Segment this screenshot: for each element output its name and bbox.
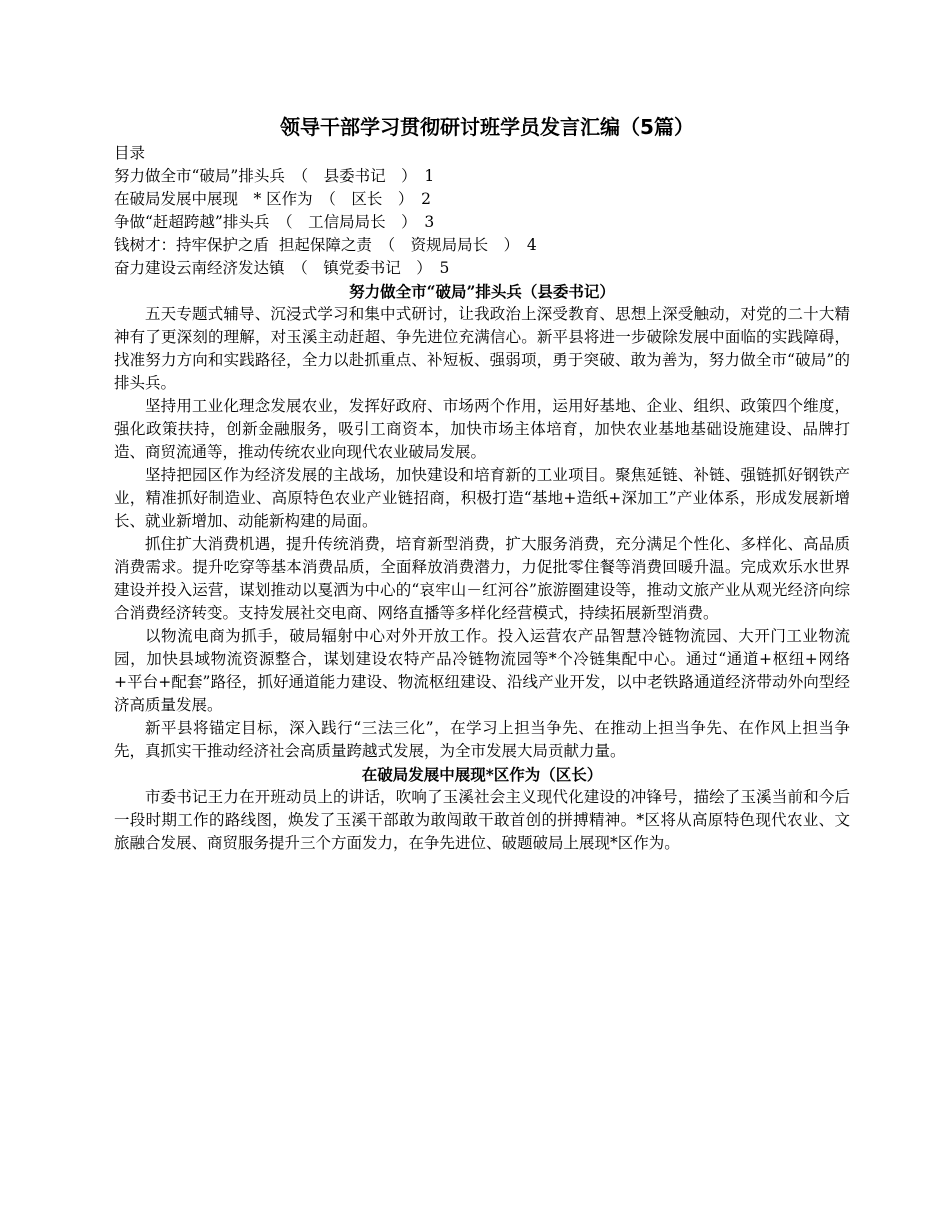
toc-item: 钱树才：持牢保护之盾 担起保障之责 （ 资规局局长 ） 4 (114, 236, 537, 254)
section-1 (114, 280, 850, 763)
toc-item: 在破局发展中展现 * 区作为 （ 区长 ） 2 (114, 190, 432, 208)
paragraph: 以物流电商为抓手，破局辐射中心对外开放工作。投入运营农产品智慧冷链物流园、大开门工业物流园，加快县域物流资源整合，谋划建设农特产品冷链物流园等*个冷链集配中心。通过“通道+枢纽+网络+平台+配套”路径，抓好通道能力建设、物流枢纽建设、沿线产业开发，以中老铁路通道经济带动外向型经济高质量发展。 (114, 627, 850, 714)
paragraph: 五天专题式辅导、沉浸式学习和集中式研讨，让我政治上深受教育、思想上深受触动，对党的二十大精神有了更深刻的理解，对玉溪主动赶超、争先进位充满信心。新平县将进一步破除发展中面临的实践障碍，找准努力方向和实践路径，全力以赴抓重点、补短板、强弱项，勇于突破、敢为善为，努力做全市“破局”的排头兵。 (114, 305, 850, 392)
toc-item: 争做“赶超跨越”排头兵 （ 工信局局长 ） 3 (114, 213, 435, 231)
document-body (114, 112, 850, 855)
toc-item: 努力做全市“破局”排头兵 （ 县委书记 ） 1 (114, 167, 435, 185)
table-of-contents (114, 165, 850, 280)
section-heading: 努力做全市“破局”排头兵（县委书记） (349, 282, 615, 301)
section-2 (114, 763, 850, 855)
document-title: 领导干部学习贯彻研讨班学员发言汇编（5篇） (280, 115, 694, 139)
paragraph: 坚持把园区作为经济发展的主战场，加快建设和培育新的工业项目。聚焦延链、补链、强链抓好钢铁产业，精准抓好制造业、高原特色农业产业链招商，积极打造“基地+造纸+深加工”产业体系，形成发展新增长、就业新增加、动能新构建的局面。 (114, 466, 850, 530)
paragraph: 新平县将锚定目标，深入践行“三法三化”，在学习上担当争先、在推动上担当争先、在作风上担当争先，真抓实干推动经济社会高质量跨越式发展，为全市发展大局贡献力量。 (114, 719, 850, 760)
paragraph: 坚持用工业化理念发展农业，发挥好政府、市场两个作用，运用好基地、企业、组织、政策四个维度，强化政策扶持，创新金融服务，吸引工商资本，加快市场主体培育，加快农业基地基础设施建设、品牌打造、商贸流通等，推动传统农业向现代农业破局发展。 (114, 397, 850, 461)
section-heading: 在破局发展中展现*区作为（区长） (361, 765, 603, 784)
paragraph: 市委书记王力在开班动员上的讲话，吹响了玉溪社会主义现代化建设的冲锋号，描绘了玉溪当前和今后一段时期工作的路线图，焕发了玉溪干部敢为敢闯敢干敢首创的拼搏精神。*区将从高原特色现代农业、文旅融合发展、商贸服务提升三个方面发力，在争先进位、破题破局上展现*区作为。 (114, 788, 850, 852)
toc-item: 奋力建设云南经济发达镇 （ 镇党委书记 ） 5 (114, 259, 450, 277)
toc-heading: 目录 (114, 144, 146, 162)
paragraph: 抓住扩大消费机遇，提升传统消费，培育新型消费，扩大服务消费，充分满足个性化、多样化、高品质消费需求。提升吃穿等基本消费品质，全面释放消费潜力，力促批零住餐等消费回暖升温。完成欢乐水世界建设并投入运营，谋划推动以戛洒为中心的“哀牢山－红河谷”旅游圈建设等，推动文旅产业从观光经济向综合消费经济转变。支持发展社交电商、网络直播等多样化经营模式，持续拓展新型消费。 (114, 535, 850, 622)
